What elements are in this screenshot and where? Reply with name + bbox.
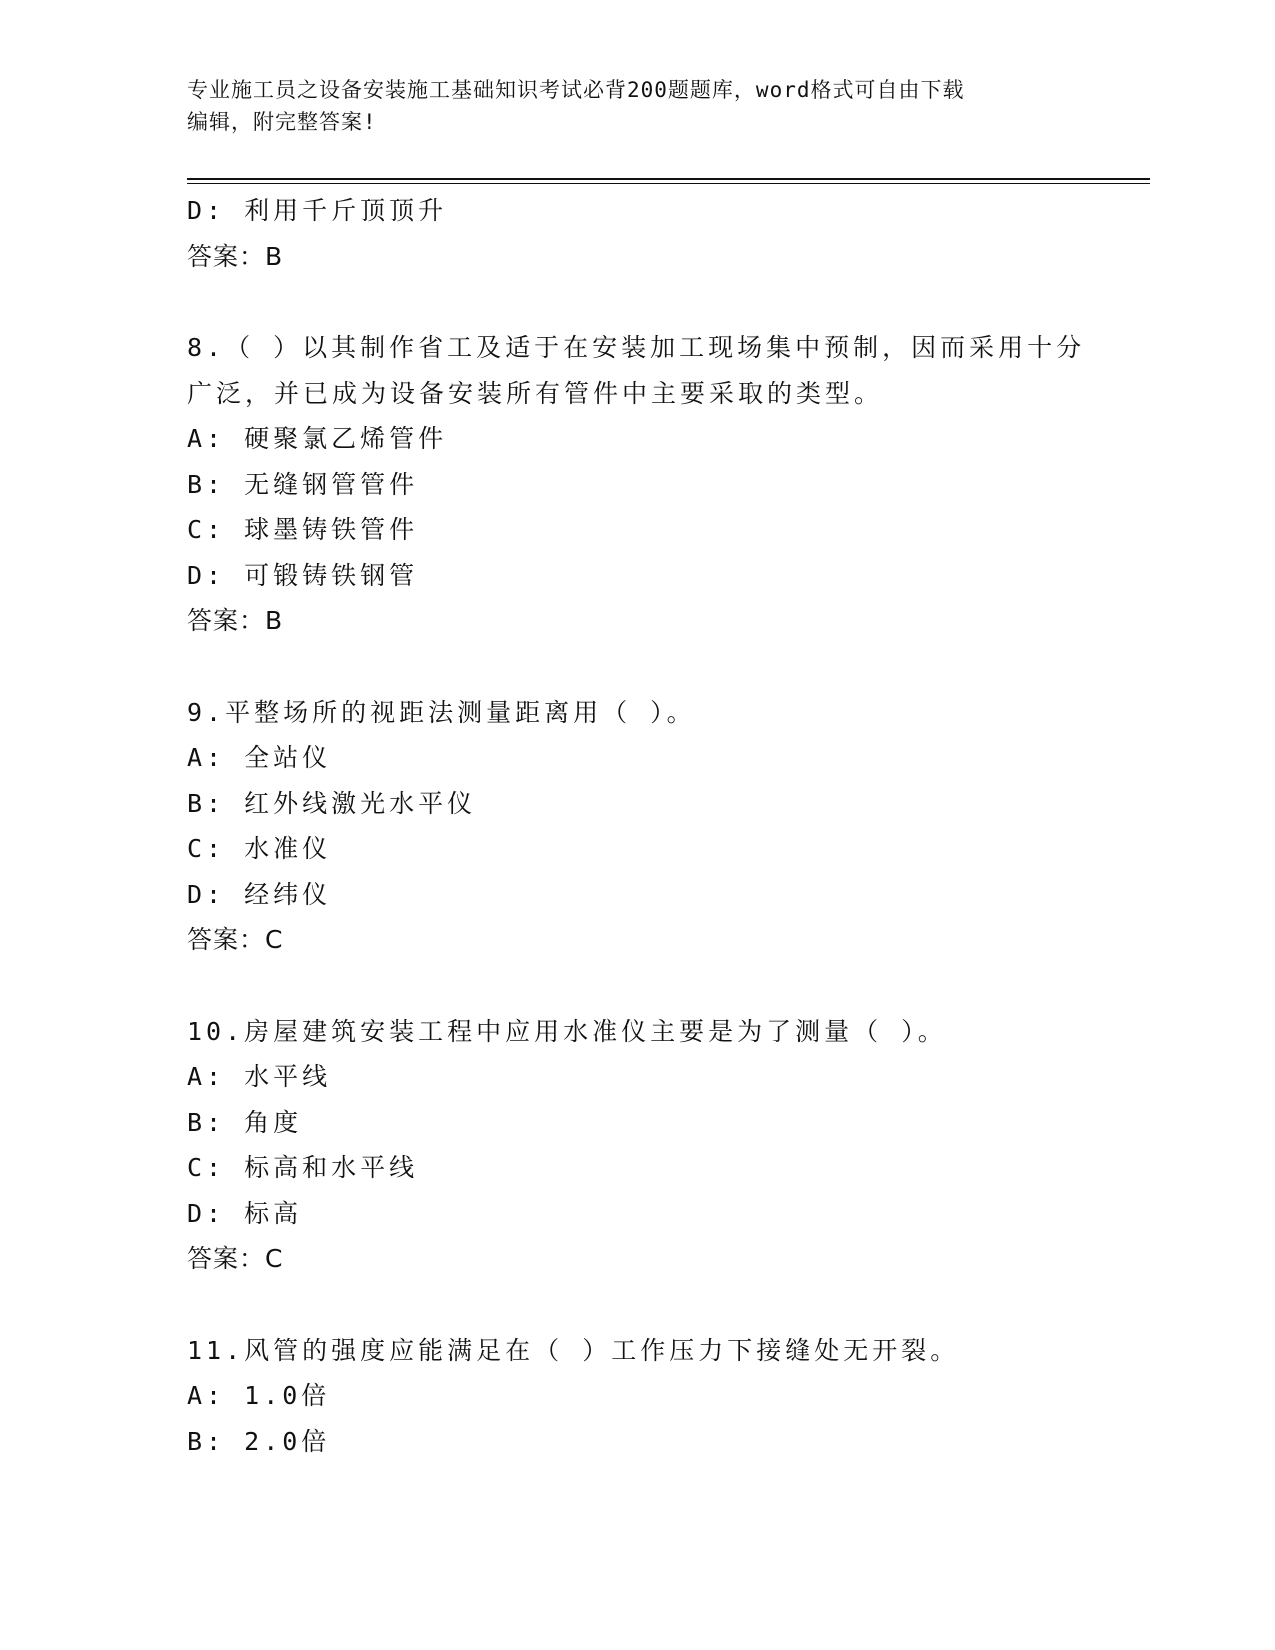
option-d: D: 利用千斤顶顶升 (187, 196, 448, 225)
option-d: D: 经纬仪 (187, 879, 332, 909)
option-a: A: 水平线 (187, 1062, 332, 1091)
option-b: B: 角度 (187, 1107, 303, 1137)
spacer (187, 644, 1087, 690)
option-b: B: 红外线激光水平仪 (187, 788, 477, 818)
question-stem-continued: 广泛，并已成为设备安装所有管件中主要采取的类型。 (187, 378, 884, 408)
header-divider-thick (187, 178, 1150, 180)
answer-line: 答案：C (187, 925, 284, 954)
question-11 (187, 1328, 1087, 1465)
question-10 (187, 1009, 1087, 1282)
option-c: C: 水准仪 (187, 834, 332, 863)
spacer (187, 963, 1087, 1009)
question-stem: 9.平整场所的视距法测量距离用（ ）。 (187, 697, 696, 727)
option-b: B: 无缝钢管管件 (187, 469, 419, 499)
question-stem: 8.（ ）以其制作省工及适于在安装加工现场集中预制，因而采用十分 (187, 333, 1086, 362)
option-d: D: 可锻铸铁钢管 (187, 560, 419, 590)
option-c: C: 标高和水平线 (187, 1153, 419, 1182)
question-7-tail (187, 188, 1087, 279)
option-d: D: 标高 (187, 1198, 303, 1228)
option-c: C: 球墨铸铁管件 (187, 515, 419, 544)
option-a: A: 1.0倍 (187, 1381, 331, 1410)
question-list (187, 188, 1087, 1464)
option-a: A: 硬聚氯乙烯管件 (187, 424, 448, 453)
option-b: B: 2.0倍 (187, 1426, 331, 1456)
question-8 (187, 325, 1087, 644)
spacer (187, 279, 1087, 325)
option-a: A: 全站仪 (187, 743, 332, 772)
answer-line: 答案：B (187, 606, 284, 635)
answer-line: 答案：B (187, 241, 284, 271)
spacer (187, 1282, 1087, 1328)
question-stem: 10.房屋建筑安装工程中应用水准仪主要是为了测量（ ）。 (187, 1016, 947, 1046)
header-title-line-1: 专业施工员之设备安装施工基础知识考试必背200题题库，word格式可自由下载 (187, 78, 965, 102)
header-title-line-2: 编辑，附完整答案! (187, 110, 377, 134)
answer-line: 答案：C (187, 1244, 284, 1273)
question-stem: 11.风管的强度应能满足在（ ）工作压力下接缝处无开裂。 (187, 1335, 960, 1365)
question-9 (187, 690, 1087, 963)
header-divider-thin (187, 183, 1150, 184)
document-header (187, 74, 1087, 138)
